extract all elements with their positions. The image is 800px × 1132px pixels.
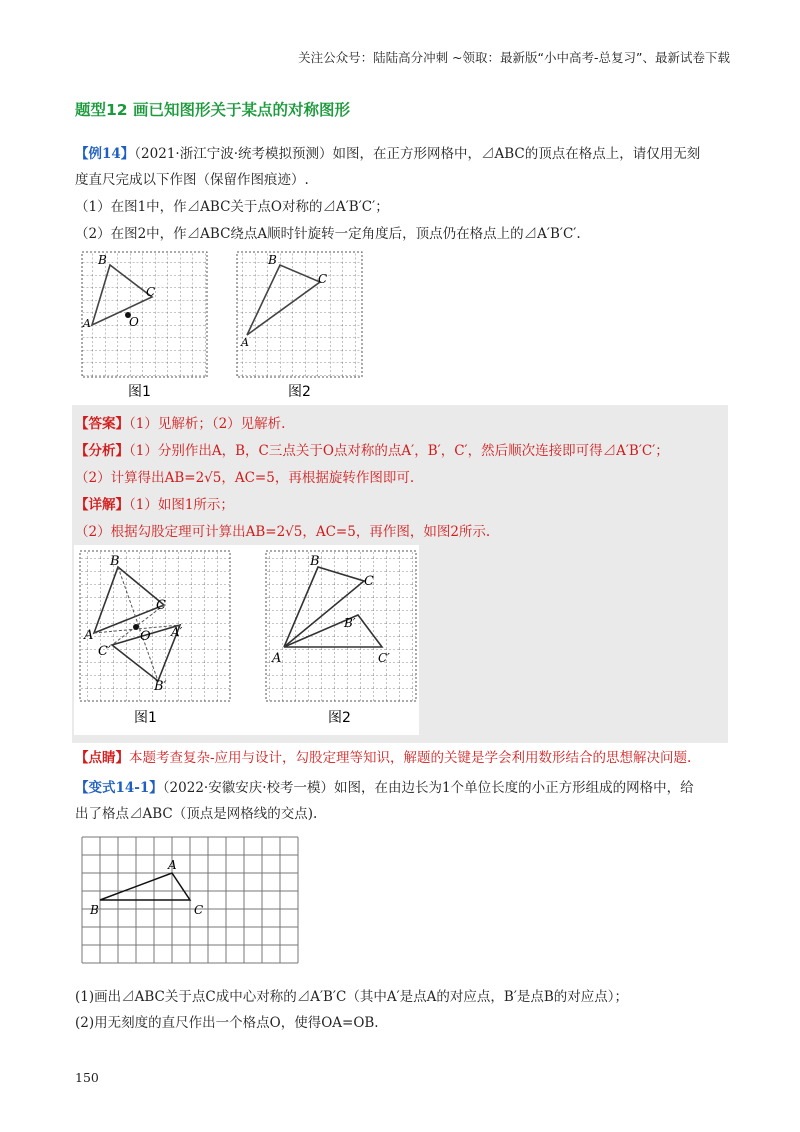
variant-line1 [75,776,694,796]
solution-point-o [133,624,139,630]
comment-tag: 【点睛】 [75,750,129,766]
example-text: （2021·浙江宁波·统考模拟预测）如图，在正方形网格中，⊿ABC的顶点在格点上，请仅用无刻 [134,146,701,162]
label-b-2: B [268,253,277,267]
section-title: 题型12 画已知图形关于某点的对称图形 [75,101,350,119]
problem-figures [80,250,380,405]
detail-tag: 【详解】 [75,497,129,513]
grid-1 [82,252,207,377]
sol2-label-b1: B′ [344,616,356,630]
sol2-label-c: C [364,574,374,589]
solution-figures [74,545,424,735]
analysis-tag: 【分析】 [75,443,129,459]
question-2: （2）在图2中，作⊿ABC绕点A顺时针旋转一定角度后，顶点仍在格点上的⊿A′B′C′. [75,226,581,242]
variant-line2: 出了格点⊿ABC（顶点是网格线的交点). [75,806,318,822]
example-14-line1 [75,142,700,162]
var-label-c: C [194,903,204,917]
variant-tag: 【变式14-1】 [75,780,163,796]
variant-question-2: (2)用无刻度的直尺作出一个格点O，使得OA=OB. [75,1015,379,1031]
comment-line [75,746,691,766]
sol-label-a1: A′ [171,625,183,639]
sol-label-c1: C′ [98,644,111,659]
grid-2 [237,252,362,377]
variant-question-1: (1)画出⊿ABC关于点C成中心对称的⊿A′B′C（其中A′是点A的对应点，B′是点B的对应点）； [75,989,629,1005]
sol-figure-1-caption: 图1 [134,710,157,726]
analysis-line2: （2）计算得出AB=2√5，AC=5，再根据旋转作图即可. [75,470,415,486]
question-1: （1）在图1中，作⊿ABC关于点O对称的⊿A′B′C′； [75,199,389,215]
answer-line [75,412,285,432]
sol-label-a: A [84,628,94,643]
detail-line2: （2）根据勾股定理可计算出AB=2√5，AC=5，再作图，如图2所示. [75,524,491,540]
sol-label-b: B [110,554,120,569]
label-a-2: A [241,336,249,349]
example-tag: 【例14】 [75,146,135,162]
sol-label-b1: B′ [154,679,167,694]
var-label-b: B [90,903,99,917]
variant-triangle-abc [100,873,190,900]
example-14-line2: 度直尺完成以下作图（保留作图痕迹）. [75,172,309,188]
detail-text-1: （1）如图1所示； [129,497,234,513]
sol-figure-2-caption: 图2 [328,710,351,726]
label-b: B [98,253,107,267]
detail-line1 [75,493,234,513]
variant-text-1: （2022·安徽安庆·校考一模）如图，在由边长为1个单位长度的小正方形组成的网格中，给 [162,780,694,796]
label-a: A [83,317,91,330]
var-label-a: A [168,858,177,872]
answer-tag: 【答案】 [75,416,129,432]
sol-label-o: O [140,629,151,644]
analysis-text-1: （1）分别作出A，B，C三点关于O点对称的点A′，B′，C′，然后顺次连接即可得⊿A′B′C′； [129,443,669,459]
page-header: 关注公众号：陆陆高分冲刺 ~领取：最新版“小中高考-总复习”、最新试卷下载 [298,50,730,65]
label-o: O [129,315,139,329]
label-c: C [146,285,156,299]
page-number: 150 [75,1070,99,1085]
variant-figure [80,835,305,970]
sol2-label-c1: C′ [378,651,390,665]
sol2-label-b: B [310,554,320,569]
label-c-2: C [318,272,328,286]
answer-text: （1）见解析；（2）见解析. [129,416,286,432]
figure-1-caption: 图1 [128,384,151,400]
sol2-label-a: A [272,651,282,666]
analysis-line1 [75,439,669,459]
figure-2-caption: 图2 [288,384,311,400]
sol-label-c: C [156,598,166,613]
comment-text: 本题考查复杂-应用与设计，勾股定理等知识，解题的关键是学会利用数形结合的思想解决问题. [129,750,692,766]
